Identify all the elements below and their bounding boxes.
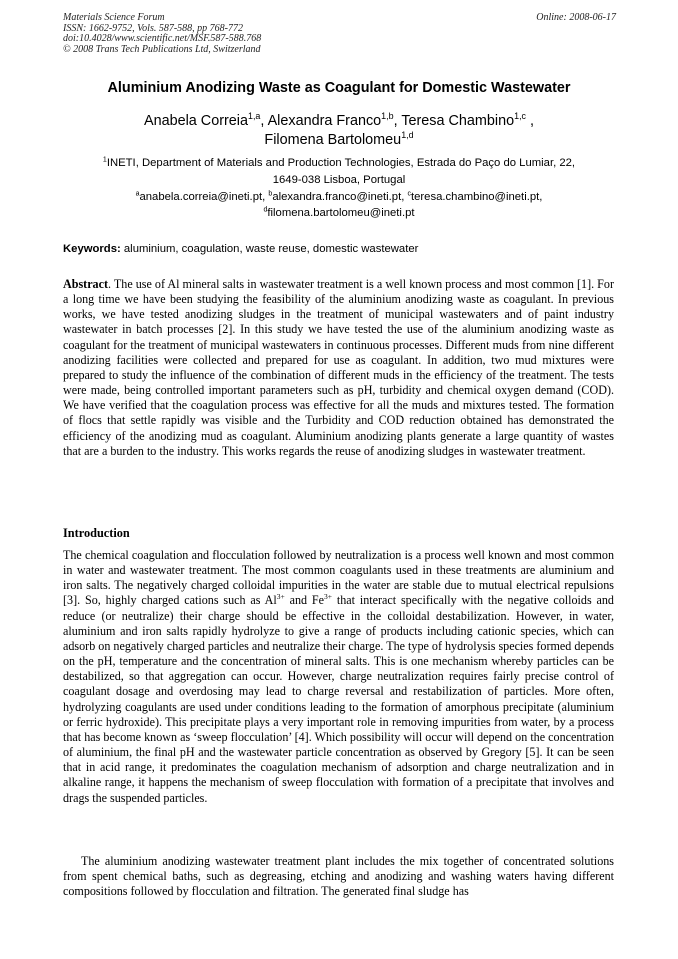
introduction-heading: Introduction — [63, 526, 130, 540]
introduction-paragraph-2: The aluminium anodizing wastewater treatment plant includes the mix together of concentrated solutions from spent chemical baths, such as degreasing, etching and anodizing and washing waters having different compositions followed by flocculation and filtration. The generated final sludge has — [63, 854, 614, 899]
author-name: Alexandra Franco — [267, 113, 382, 129]
issn-line: ISSN: 1662-9752, Vols. 587-588, pp 768-772 — [63, 22, 243, 34]
email-mark: a — [135, 190, 140, 198]
publication-header — [63, 13, 261, 56]
copyright-line: © 2008 Trans Tech Publications Ltd, Switzerland — [63, 44, 261, 56]
journal-name: Materials Science Forum — [63, 12, 165, 23]
separator: , — [260, 113, 268, 129]
affiliation-line: 1649-038 Lisboa, Portugal — [272, 174, 406, 186]
affiliation — [40, 155, 638, 189]
paper-title: Aluminium Anodizing Waste as Coagulant for Domestic Wastewater — [107, 80, 571, 96]
email-address: filomena.bartolomeu@ineti.pt — [267, 206, 415, 219]
author-affiliation-mark: 1,b — [381, 111, 394, 122]
charge-superscript: 3+ — [276, 592, 285, 602]
introduction-paragraph-1 — [63, 548, 614, 806]
author-name: Filomena Bartolomeu — [264, 132, 402, 148]
email-address: anabela.correia@ineti.pt — [139, 191, 263, 203]
keywords-text: aluminium, coagulation, waste reuse, domestic wastewater — [120, 243, 419, 255]
paragraph-text: that interact specifically with the negative colloids and reduce (or neutralize) their charge should be effective in the colloidal destabilization. However, in water, aluminium and iron salts rapidly hydrolyze to give a range of products including cationic species, which can adsorb on negatively charged particles and neutralize their charge. The type of hydrolysis species formed depends on the pH, temperature and the concentration of mineral salts. This is one mechanism whereby particles can be destabilized, so that aggregation can occur. However, charge neutralization requires fairly precise control of coagulant dosage and overdosing may lead to charge reversal and restabilization of particles. More often, hydrolyzing coagulants are used under conditions leading to the formation of amorphous precipitate (aluminium or ferric hydroxide). This precipitate plays a very important role in removing impurities from water, by a process that has become known as ‘sweep flocculation’ [4]. Which possibility will occur will depend on the concentration of aluminium, the final pH and the wastewater particle concentration as observed by Gregory [5]. It can be seen that in acid range, it predominates the coagulation mechanism of adsorption and charge neutralization and in alkaline range, it happens the mechanism of sweep flocculation with formation of a precipitate that involves and drags the suspended particles. — [63, 593, 614, 805]
affiliation-mark: 1 — [102, 156, 107, 164]
paragraph-text: The chemical coagulation and flocculation followed by neutralization is a process well known and most common in water and wastewater treatment. The most common coagulants used in these treatments are aluminium and iron salts. The negatively charged colloidal impurities in the water are stable due to mutual electrical repulsions [3]. So, highly charged cations such as Al — [63, 548, 614, 608]
affiliation-line: INETI, Department of Materials and Production Technologies, Estrada do Paço do Lumiar, 22, — [106, 157, 576, 169]
email-mark: b — [268, 190, 273, 198]
charge-superscript: 3+ — [324, 592, 333, 602]
email-mark: c — [407, 190, 411, 198]
author-affiliation-mark: 1,a — [247, 111, 261, 122]
author-affiliation-mark: 1,c — [514, 111, 526, 122]
separator: , — [393, 113, 402, 129]
author-name: Teresa Chambino — [401, 113, 515, 129]
abstract-label: Abstract — [63, 277, 109, 291]
keywords — [63, 243, 623, 255]
abstract-paragraph — [63, 277, 614, 459]
paragraph-text: and Fe — [284, 593, 325, 608]
doi-line: doi:10.4028/www.scientific.net/MSF.587-588.768 — [63, 33, 262, 45]
author-name: Anabela Correia — [143, 113, 248, 129]
separator: , — [526, 113, 534, 129]
email-mark: d — [263, 205, 268, 213]
email-address: teresa.chambino@ineti.pt — [411, 191, 540, 203]
abstract-text: . The use of Al mineral salts in wastewater treatment is a well known process and most common [1]. For a long time we have been studying the feasibility of the aluminium anodizing waste as coagulant. In previous works, we have tested anodizing sludges in the treatment of municipal wastewaters and of paint industry wastewater in batch processes [2]. In this study we have tested the use of the aluminium anodizing waste as coagulant for the treatment of municipal wastewaters in continuous processes. Different muds from nine different anodizing facilities were collected and prepared for use as coagulant. In addition, two mud mixtures were prepared to study the influence of the combination of different muds in the efficiency of the treatment. The tests were made, being controlled important parameters such as pH, turbidity and chemical oxygen demand (COD). We have verified that the coagulation process was effective for all the muds and mixtures tested. The formation of flocs that settle rapidly was visible and the Turbidity and COD reduction obtained has demonstrated the efficiency of the anodizing mud as coagulant. Aluminium anodizing plants generate a large quantity of wastes that are a burden to the industry. This works regards the reuse of anodizing sludges in wastewater treatment. — [63, 277, 614, 458]
keywords-label: Keywords: — [63, 243, 121, 255]
online-date: Online: 2008-06-17 — [536, 12, 616, 23]
author-affiliation-mark: 1,d — [401, 130, 414, 141]
email-address: alexandra.franco@ineti.pt — [272, 191, 402, 203]
email-list: $^a$anabela.correia@ineti.pt, $^b$alexandra.franco@ineti.pt, $^c$teresa.chambino@ineti.pt, $^d$filomena.bartolomeu@ineti.pt — [135, 190, 543, 219]
author-list — [40, 112, 638, 150]
